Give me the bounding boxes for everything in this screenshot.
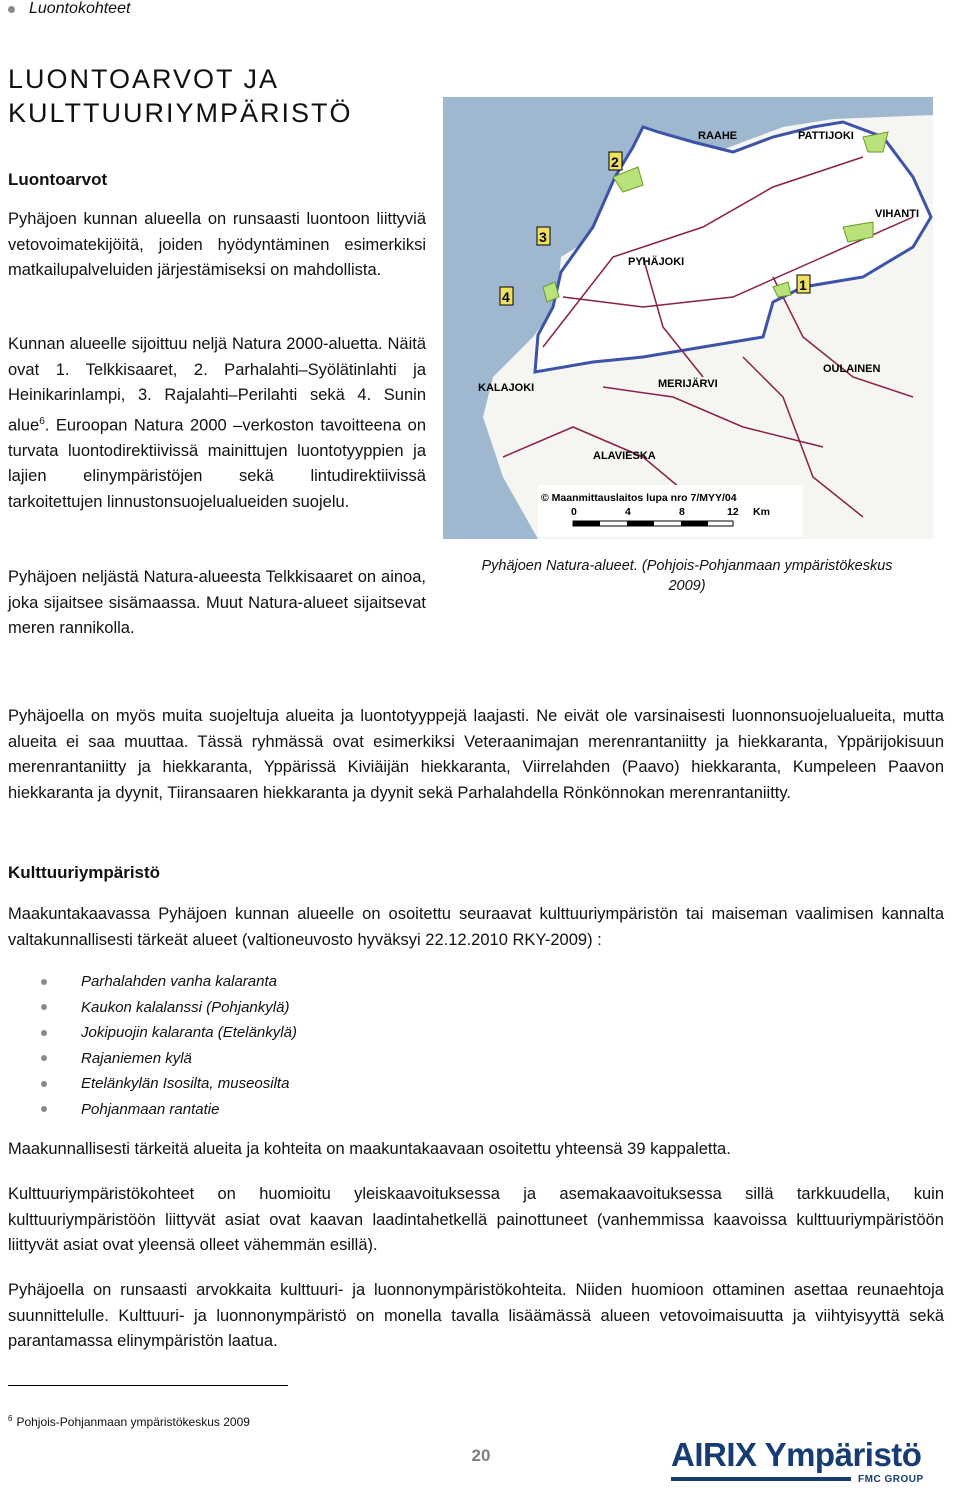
marker-1: 1 bbox=[799, 277, 807, 293]
bullet-icon bbox=[41, 1081, 47, 1087]
map-copyright: © Maanmittauslaitos lupa nro 7/MYY/04 bbox=[541, 492, 737, 504]
natura-map bbox=[443, 97, 933, 539]
paragraph-arvokkaat: Pyhäjoella on runsaasti arvokkaita kulttuuri- ja luonnonympäristökohteita. Niiden huomioon ottaminen asettaa reunaehtoja suunnittelulle. Kulttuuri- ja luonnonympäristö on monella tavalla lisäämässä alueen vetovoimaisuutta ja viihtyisyyttä sekä parantamassa elinympäristön laatua. bbox=[8, 1281, 944, 1350]
paragraph-luontoarvot-1: Pyhäjoen kunnan alueella on runsaasti luontoon liittyviä vetovoimatekijöitä, joiden hyödyntäminen esimerkiksi matkailupalveluiden järjestämiseksi on mahdollista. bbox=[8, 210, 426, 279]
natura-text-b: . Euroopan Natura 2000 –verkoston tavoitteena on turvata luontodirektiivissä mainittujen luontotyyppien ja lajien elinympäristöjen sekä lintudirektiivissä tarkoitettujen linnustonsuojelualueiden suojelu. bbox=[8, 416, 426, 511]
footnote-ref[interactable]: 6 bbox=[39, 415, 45, 427]
footnote-number: 6 bbox=[8, 1414, 13, 1423]
list-item: Parhalahden vanha kalaranta bbox=[8, 969, 297, 995]
place-vihanti: VIHANTI bbox=[875, 208, 919, 220]
marker-3: 3 bbox=[539, 229, 547, 245]
marker-4: 4 bbox=[502, 289, 510, 305]
bullet-icon bbox=[41, 1004, 47, 1010]
bullet-icon bbox=[8, 6, 15, 13]
airix-logo: AIRIX Ympäristö bbox=[671, 1436, 922, 1473]
paragraph-maakunnallinen: Maakunnallisesti tärkeitä alueita ja kohteita on maakuntakaavaan osoitettu yhteensä 39 kappaletta. bbox=[8, 1140, 731, 1158]
list-item: Etelänkylän Isosilta, museosilta bbox=[8, 1071, 297, 1097]
paragraph-natura-location: Pyhäjoen neljästä Natura-alueesta Telkkisaaret on ainoa, joka sijaitsee sisämaassa. Muut Natura-alueet sijaitsevat meren rannikolla. bbox=[8, 568, 426, 637]
list-item: Jokipuojin kalaranta (Etelänkylä) bbox=[8, 1020, 297, 1046]
scale-tick-0: 0 bbox=[571, 506, 577, 518]
logo-underline bbox=[671, 1477, 851, 1481]
list-item: Rajaniemen kylä bbox=[8, 1046, 297, 1072]
natura-text-a: Kunnan alueelle sijoittuu neljä Natura 2000-aluetta. Näitä ovat 1. Telkkisaaret, 2. Parhalahti–Syölätinlahti ja Heinikarinlampi, 3. Rajalahti–Perilahti sekä 4. Sunin alue bbox=[8, 335, 426, 434]
paragraph-kaavoitus: Kulttuuriympäristökohteet on huomioitu yleiskaavoituksessa ja asemakaavoituksessa sillä tarkkuudella, kuin kulttuuriympäristöön liittyvät asiat ovat kaavan laadintahetkellä painottuneet (vanhemmissa kaavoissa kulttuuriympäristöön liittyvät asiat ovat yleensä olleet vähemmän esillä). bbox=[8, 1185, 944, 1254]
page-number: 20 bbox=[471, 1446, 491, 1465]
scale-unit: Km bbox=[753, 506, 770, 518]
place-kalajoki: KALAJOKI bbox=[478, 382, 535, 394]
footnote bbox=[8, 1414, 250, 1429]
scale-tick-12: 12 bbox=[727, 506, 739, 518]
list-item: Pohjanmaan rantatie bbox=[8, 1097, 297, 1123]
paragraph-kulttuuri-intro: Maakuntakaavassa Pyhäjoen kunnan alueelle on osoitettu seuraavat kulttuuriympäristön tai maiseman vaalimisen kannalta valtakunnallisesti tärkeät alueet (valtioneuvosto hyväksyi 22.12.2010 RKY-2009) : bbox=[8, 905, 944, 949]
page-title: LUONTOARVOT JA KULTTUURIYMPÄRISTÖ bbox=[8, 64, 353, 128]
place-raahe: RAAHE bbox=[698, 130, 738, 142]
heading-kulttuuriymparisto: Kulttuuriympäristö bbox=[8, 863, 161, 882]
place-pyhajoki: PYHÄJOKI bbox=[628, 256, 685, 268]
bullet-icon bbox=[41, 1055, 47, 1061]
logo-subtitle: FMC GROUP bbox=[858, 1474, 924, 1485]
bullet-icon bbox=[41, 1030, 47, 1036]
place-alavieska: ALAVIESKA bbox=[593, 450, 656, 462]
kulttuuri-list bbox=[8, 969, 297, 1122]
scale-tick-4: 4 bbox=[625, 506, 631, 518]
paragraph-other-protected: Pyhäjoella on myös muita suojeltuja alueita ja luontotyyppejä laajasti. Ne eivät ole varsinaisesti luonnonsuojelualueita, mutta alueita ei saa muuttaa. Tässä ryhmässä ovat esimerkiksi Veteraanimajan merenrantaniitty ja hiekkaranta, Yppärijokisuun merenrantaniitty ja hiekkaranta, Yppärissä Kiviäijän hiekkaranta, Viirrelahden (Paavo) hiekkaranta, Kumpeleen Paavon hiekkaranta ja dyynit, Tiiransaaren hiekkaranta ja dyynit sekä Parhalahdella Rönkönnokan merenrantaniitty. bbox=[8, 707, 944, 802]
paragraph-natura bbox=[8, 332, 426, 515]
place-oulainen: OULAINEN bbox=[823, 363, 881, 375]
scale-tick-8: 8 bbox=[679, 506, 685, 518]
place-merijarvi: MERIJÄRVI bbox=[658, 378, 718, 390]
section-header bbox=[8, 0, 130, 18]
bullet-icon bbox=[41, 979, 47, 985]
section-label: Luontokohteet bbox=[29, 0, 131, 17]
list-item: Kaukon kalalanssi (Pohjankylä) bbox=[8, 995, 297, 1021]
marker-2: 2 bbox=[611, 154, 619, 170]
bullet-icon bbox=[41, 1106, 47, 1112]
heading-luontoarvot: Luontoarvot bbox=[8, 170, 108, 189]
footnote-text: Pohjois-Pohjanmaan ympäristökeskus 2009 bbox=[16, 1415, 250, 1429]
footnote-divider bbox=[8, 1385, 288, 1386]
map-caption: Pyhäjoen Natura-alueet. (Pohjois-Pohjanmaan ympäristökeskus 2009) bbox=[481, 558, 893, 594]
place-pattijoki: PATTIJOKI bbox=[798, 130, 854, 142]
